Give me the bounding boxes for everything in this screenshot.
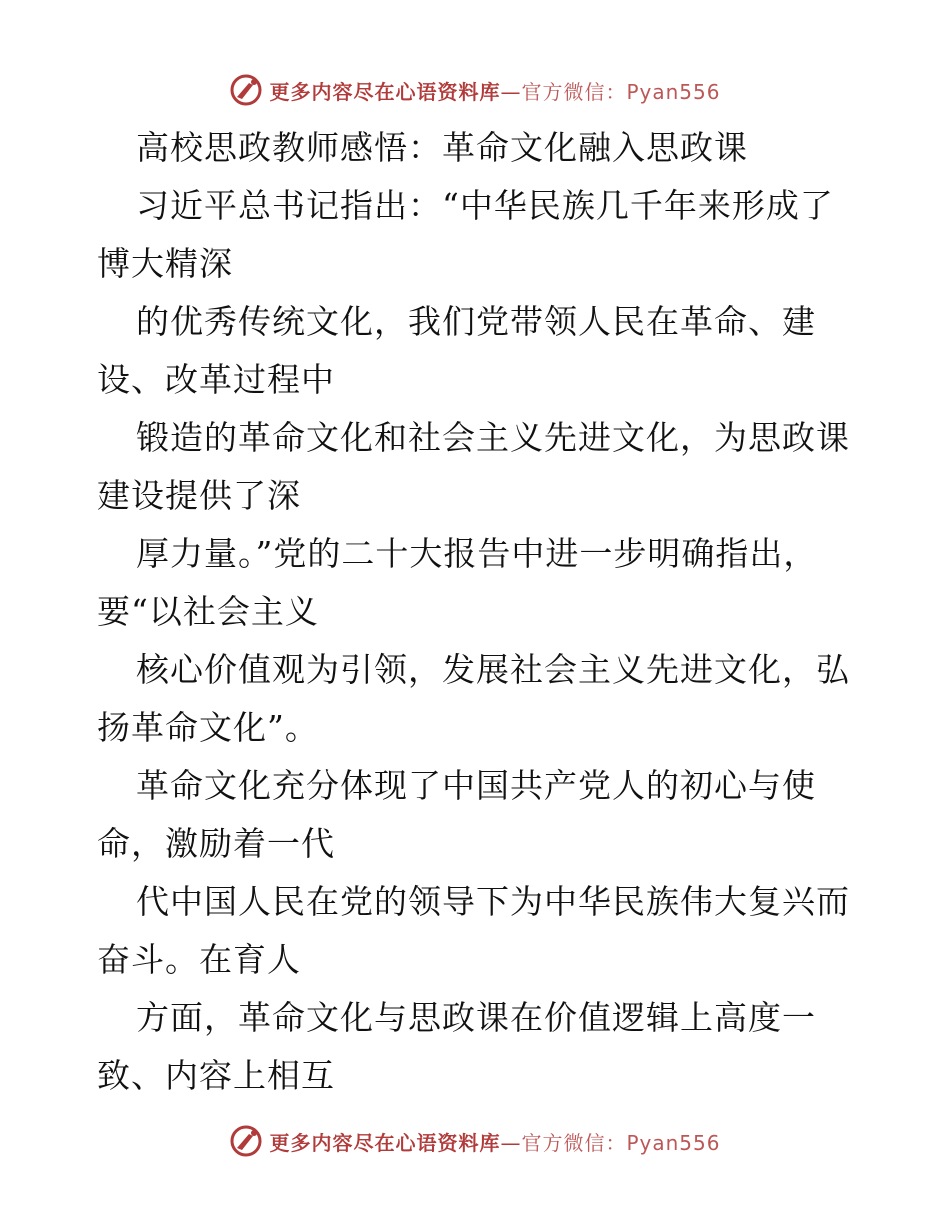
banner-contact: 官方微信：Pyan556 [521,1130,721,1155]
document-title: 高校思政教师感悟：革命文化融入思政课 [136,128,748,167]
paragraph-line: 的优秀传统文化，我们党带领人民在革命、建 [136,302,816,341]
paragraph-line: 锻造的革命文化和社会主义先进文化，为思政课 [136,418,850,457]
paragraph-line: 代中国人民在党的领导下为中华民族伟大复兴而 [136,882,850,921]
header-banner [0,70,950,110]
paragraph-line: 建设提供了深 [97,476,301,515]
banner-dash: — [500,79,522,104]
seal-logo-icon [229,73,263,107]
banner-dash: — [500,1130,522,1155]
paragraph-line: 致、内容上相互 [97,1056,335,1095]
paragraph-line: 博大精深 [97,244,233,283]
banner-contact: 官方微信：Pyan556 [521,79,721,104]
paragraph-line: 方面，革命文化与思政课在价值逻辑上高度一 [136,998,816,1037]
footer-banner [0,1121,950,1161]
paragraph-line: 命，激励着一代 [97,824,335,863]
paragraph-line: 设、改革过程中 [97,360,335,399]
paragraph-line: 扬革命文化”。 [97,708,319,747]
banner-brand: 更多内容尽在心语资料库 [269,79,501,104]
paragraph-line: 要“以社会主义 [97,592,319,631]
banner-text [269,76,720,105]
paragraph-line: 革命文化充分体现了中国共产党人的初心与使 [136,766,816,805]
seal-logo-icon [229,1124,263,1158]
paragraph-line: 核心价值观为引领，发展社会主义先进文化，弘 [136,650,850,689]
banner-text [269,1127,720,1156]
paragraph-line: 习近平总书记指出：“中华民族几千年来形成了 [136,186,834,225]
paragraph-line: 厚力量。”党的二十大报告中进一步明确指出， [136,534,818,573]
paragraph-line: 奋斗。在育人 [97,940,301,979]
banner-brand: 更多内容尽在心语资料库 [269,1130,501,1155]
